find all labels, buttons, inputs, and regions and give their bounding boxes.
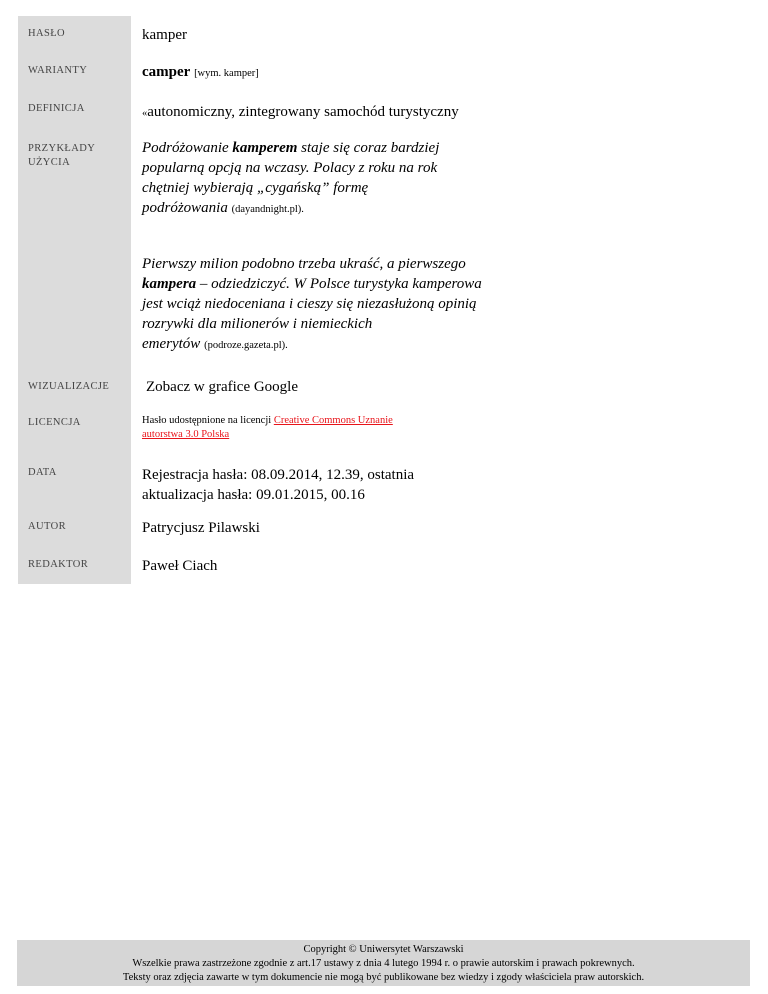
- label-haslo: HASŁO: [28, 28, 66, 39]
- label-warianty: WARIANTY: [28, 65, 88, 76]
- example-1-line4: [142, 198, 602, 220]
- example-2-line3: jest wciąż niedoceniana i cieszy się niezasłużoną opinią: [142, 296, 477, 312]
- variant-pronunciation: [wym. kamper]: [194, 68, 259, 79]
- example-2-text-b: – odziedziczyć. W Polsce turystyka kamperowa: [196, 276, 482, 292]
- label-data: DATA: [28, 467, 57, 478]
- license-prefix: Hasło udostępnione na licencji: [142, 415, 274, 426]
- variant-word: camper: [142, 64, 191, 80]
- example-2-text-end: emerytów: [142, 336, 201, 352]
- label-przyklady-line2: UŻYCIA: [28, 157, 71, 168]
- editor-name: Paweł Ciach: [142, 558, 218, 574]
- example-2-line4: rozrywki dla milionerów i niemieckich: [142, 316, 373, 332]
- example-1-line3: chętniej wybierają „cygańską” formę: [142, 180, 369, 196]
- label-definicja: DEFINICJA: [28, 103, 85, 114]
- label-autor: AUTOR: [28, 521, 66, 532]
- label-wizualizacje: WIZUALIZACJE: [28, 381, 110, 392]
- example-2-headword: kampera: [142, 276, 197, 292]
- example-1-line2: popularną opcją na wczasy. Polacy z roku na rok: [142, 160, 438, 176]
- label-przyklady: [28, 142, 95, 170]
- example-1-headword: kamperem: [232, 140, 298, 156]
- example-2-line1: Pierwszy milion podobno trzeba ukraść, a pierwszego: [142, 256, 466, 272]
- label-przyklady-line1: PRZYKŁADY: [28, 143, 96, 154]
- license-link-line2[interactable]: autorstwa 3.0 Polska: [142, 429, 230, 440]
- example-2-line2: [142, 274, 612, 294]
- example-2: [142, 254, 612, 356]
- date-line1: Rejestracja hasła: 08.09.2014, 12.39, ostatnia: [142, 467, 415, 483]
- definition-marker: «: [142, 108, 148, 119]
- date-line2: aktualizacja hasła: 09.01.2015, 00.16: [142, 487, 365, 503]
- example-2-line5: [142, 334, 612, 356]
- example-1: [142, 138, 602, 220]
- date-text: [142, 465, 414, 505]
- license-line2: [142, 428, 393, 442]
- copyright-footer: [17, 940, 750, 986]
- variant-row: [142, 62, 259, 84]
- example-1-text-a: Podróżowanie: [142, 140, 233, 156]
- footer-rights: Wszelkie prawa zastrzeżone zgodnie z art.17 ustawy z dnia 4 lutego 1994 r. o prawie autorskim i prawach pokrewnych.: [132, 958, 635, 969]
- license-link-line1[interactable]: Creative Commons Uznanie: [273, 415, 393, 426]
- example-1-source: (dayandnight.pl).: [231, 204, 304, 215]
- label-licencja: LICENCJA: [28, 417, 81, 428]
- example-1-line1: [142, 138, 602, 158]
- example-2-source: (podroze.gazeta.pl).: [204, 340, 288, 351]
- definition-text: autonomiczny, zintegrowany samochód turystyczny: [147, 104, 459, 120]
- author-name: Patrycjusz Pilawski: [142, 520, 260, 536]
- example-1-text-end: podróżowania: [142, 200, 228, 216]
- license-line1: [142, 414, 393, 428]
- definition-row: [142, 102, 459, 124]
- label-redaktor: REDAKTOR: [28, 559, 89, 570]
- footer-copyright: Copyright © Uniwersytet Warszawski: [303, 944, 464, 955]
- example-1-text-c: staje się coraz bardziej: [297, 140, 440, 156]
- headword: kamper: [142, 27, 187, 43]
- google-images-link[interactable]: Zobacz w grafice Google: [146, 379, 299, 395]
- footer-restriction: Teksty oraz zdjęcia zawarte w tym dokumencie nie mogą być publikowane bez wiedzy i zgody właściciela praw autorskich.: [122, 972, 645, 983]
- license-text: [142, 414, 393, 442]
